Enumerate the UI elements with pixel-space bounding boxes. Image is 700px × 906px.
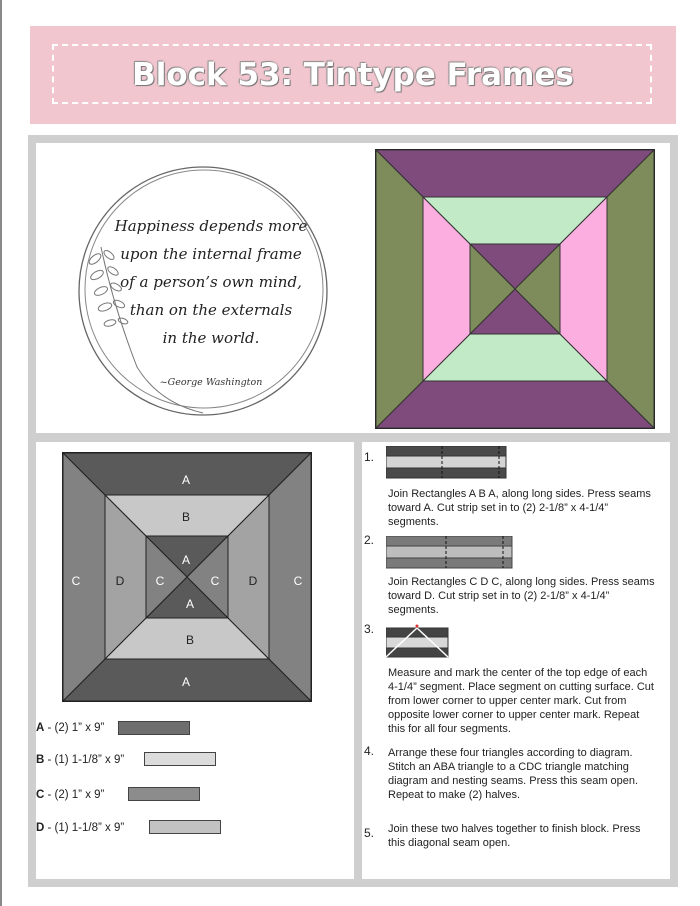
- label-mid-right: D: [248, 574, 258, 588]
- label-inner-bottom: A: [185, 597, 195, 611]
- top-panel: [36, 143, 670, 433]
- instructions-panel: [362, 442, 670, 879]
- step-1-text: Join Rectangles A B A, along long sides. Press seams toward A. Cut strip set in to (2) 2-1/8” x 4-1/4” segments.: [388, 488, 651, 528]
- swatch-c: [128, 787, 200, 801]
- labeled-block-diagram: [62, 452, 312, 702]
- material-c: C - (2) 1” x 9”: [36, 789, 105, 801]
- material-a: A - (2) 1” x 9”: [36, 722, 105, 734]
- quote-line-5: in the world.: [162, 329, 260, 347]
- step-4-number: 4.: [364, 744, 375, 758]
- material-d: D - (1) 1-1/8” x 9”: [36, 822, 125, 834]
- outer-left-piece: [376, 150, 423, 428]
- label-mid-bottom: B: [185, 633, 195, 647]
- label-inner-right: C: [210, 574, 220, 588]
- diagram-panel: [36, 442, 354, 879]
- segment-cut-icon: [386, 622, 452, 662]
- outer-bottom-piece: [376, 381, 654, 428]
- label-inner-left: C: [155, 574, 165, 588]
- step-5-text: Join these two halves together to finish block. Press this diagonal seam open.: [388, 823, 641, 849]
- material-b: B - (1) 1-1/8” x 9”: [36, 754, 125, 766]
- label-outer-bottom: A: [181, 675, 191, 689]
- swatch-b: [144, 752, 216, 766]
- title-banner: [30, 26, 676, 124]
- swatch-d: [149, 820, 221, 834]
- swatch-a: [118, 721, 190, 735]
- step-2-text: Join Rectangles C D C, along long sides. Press seams toward D. Cut strip set in to (2) 2-1/8” x 4-1/4” segments.: [388, 576, 655, 616]
- page-left-border: [0, 0, 2, 906]
- page-title: Block 53: Tintype Frames: [132, 57, 574, 93]
- outer-top-piece: [376, 150, 654, 197]
- step-4-text: Arrange these four triangles according to diagram. Stitch an ABA triangle to a CDC triangle matching diagram and nesting seams. Press this seam open. Repeat to make (2) halves.: [388, 747, 639, 801]
- label-outer-right: C: [293, 574, 303, 588]
- step-3-text: Measure and mark the center of the top edge of each 4-1/4” segment. Place segment on cutting surface. Cut from lower corner to upper center mark. Cut from opposite lower corner to upper center mark. Repeat this for all four segments.: [388, 667, 654, 735]
- quote-line-1: Happiness depends more: [114, 217, 308, 235]
- outer-right-piece: [607, 150, 654, 428]
- quote-line-4: than on the externals: [129, 301, 293, 319]
- strip-set-cdc-icon: [386, 536, 516, 572]
- step-2-number: 2.: [364, 533, 375, 547]
- strip-set-aba-icon: [386, 446, 508, 480]
- label-outer-left: C: [71, 574, 81, 588]
- step-3-number: 3.: [364, 622, 375, 636]
- label-mid-left: D: [115, 574, 125, 588]
- quote-attribution: ~George Washington: [159, 377, 263, 388]
- label-inner-top: A: [181, 553, 191, 567]
- label-mid-top: B: [181, 510, 191, 524]
- step-1-number: 1.: [364, 450, 375, 464]
- quote-line-2: upon the internal frame: [120, 245, 302, 263]
- step-5-number: 5.: [364, 826, 375, 840]
- quote-line-3: of a person’s own mind,: [120, 273, 302, 291]
- color-block-diagram: [375, 149, 655, 429]
- label-outer-top: A: [181, 473, 191, 487]
